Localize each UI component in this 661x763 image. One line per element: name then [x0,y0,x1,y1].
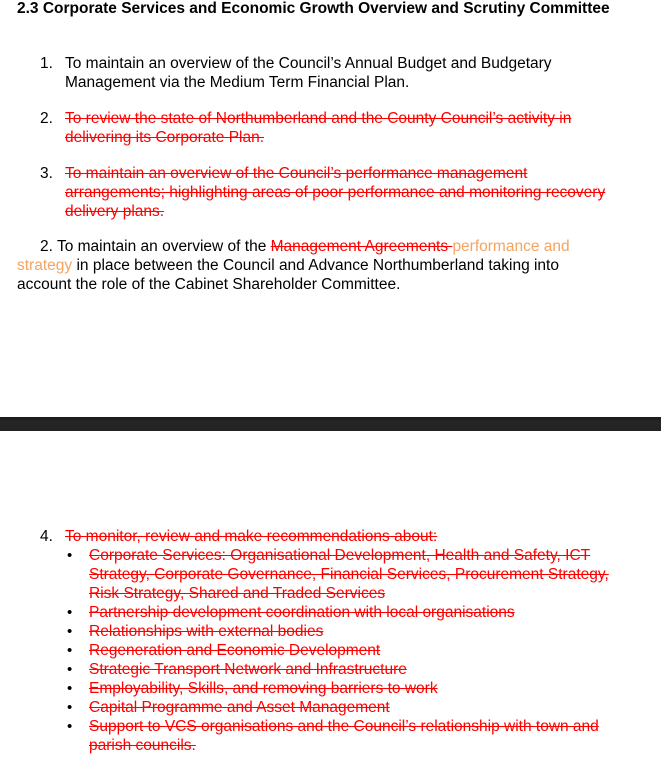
item-deleted-text: To monitor, review and make recommendations about: [65,528,438,545]
item-number: 1. [40,55,53,72]
item-text: To maintain an overview of the Council’s Annual Budget and Budgetary Management via the Medium Term Financial Plan. [65,55,552,91]
item-number: 2. [40,110,53,127]
paragraph-suffix: in place between the Council and Advance Northumberland taking into account the role of the Cabinet Shareholder Committee. [17,257,559,293]
bullet-item: Corporate Services: Organisational Development, Health and Safety, ICT Strategy, Corporate Governance, Financial Services, Procurement Strategy, Risk Strategy, Shared and Traded Services [89,547,609,602]
bullet-item: Partnership development coordination with local organisations [89,604,515,621]
inserted-text: performance and strategy [17,238,570,274]
bullet-icon: • [67,699,73,716]
bullet-icon: • [67,718,73,735]
bullet-item: Regeneration and Economic Development [89,642,381,659]
section-title: 2.3 Corporate Services and Economic Growth Overview and Scrutiny Committee [17,0,610,17]
bullet-item: Employability, Skills, and removing barriers to work [89,680,438,697]
page-separator [0,417,661,431]
item-number: 3. [40,165,53,182]
bullet-item: Support to VCS organisations and the Council’s relationship with town and parish councils. [89,718,599,754]
bullet-item: Strategic Transport Network and Infrastructure [89,661,407,678]
bullet-icon: • [67,604,73,621]
bullet-icon: • [67,623,73,640]
bullet-item: Capital Programme and Asset Management [89,699,390,716]
bullet-item: Relationships with external bodies [89,623,324,640]
bullet-icon: • [67,547,73,564]
bullet-icon: • [67,661,73,678]
bullet-icon: • [67,642,73,659]
tracked-paragraph [17,237,617,294]
bullet-icon: • [67,680,73,697]
deleted-text: Management Agreements [270,238,453,255]
item-deleted-text: To review the state of Northumberland and the County Council’s activity in delivering its Corporate Plan. [65,110,572,146]
item-deleted-text: To maintain an overview of the Council’s performance management arrangements; highlighting areas of poor performance and monitoring recovery delivery plans. [65,165,606,220]
item-number: 4. [40,528,53,545]
paragraph-prefix: 2. To maintain an overview of the [40,238,271,255]
